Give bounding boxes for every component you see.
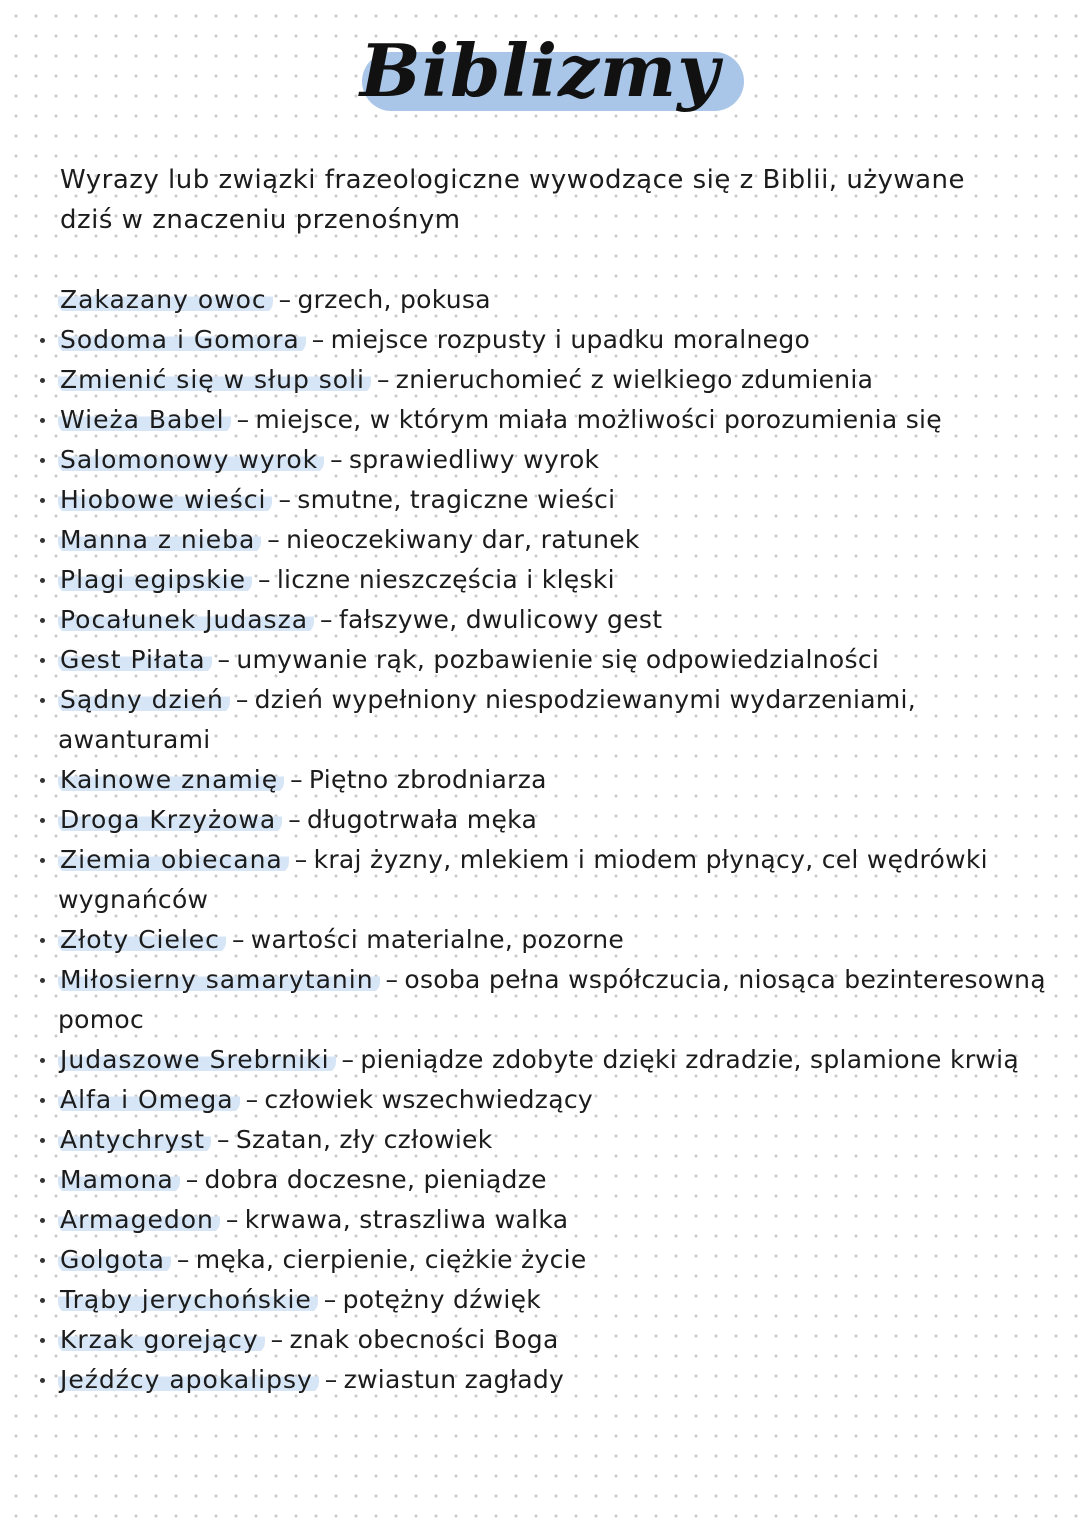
definition: umywanie rąk, pozbawienie się odpowiedzialności: [236, 645, 880, 674]
separator: –: [311, 325, 325, 354]
list-item: [30, 920, 1070, 960]
separator: –: [278, 485, 292, 514]
term: Mamona: [58, 1165, 180, 1194]
list-item: [30, 1320, 1070, 1360]
definition: męka, cierpienie, ciężkie życie: [195, 1245, 587, 1274]
definition: smutne, tragiczne wieści: [297, 485, 616, 514]
separator: –: [320, 605, 333, 634]
term: Gest Piłata: [58, 645, 212, 674]
definition: kraj żyzny, mlekiem i miodem płynący, cel wędrówki wygnańców: [58, 845, 988, 914]
bullet-icon: [40, 1058, 45, 1063]
separator: –: [185, 1165, 199, 1194]
bullet-icon: [40, 658, 45, 663]
list-item: [30, 1240, 1070, 1280]
term: Zmienić się w słup soli: [58, 365, 371, 394]
bullet-icon: [40, 538, 45, 543]
separator: –: [294, 845, 308, 874]
term: Kainowe znamię: [58, 765, 284, 794]
list-item: [30, 1160, 1070, 1200]
separator: –: [278, 285, 292, 314]
term: Judaszowe Srebrniki: [58, 1045, 336, 1074]
separator: –: [323, 1285, 337, 1314]
term: Ziemia obiecana: [58, 845, 289, 874]
definition: sprawiedliwy wyrok: [348, 445, 600, 474]
separator: –: [225, 1205, 239, 1234]
intro-text: Wyrazy lub związki frazeologiczne wywodzące się z Biblii, używane dziś w znaczeniu przenośnym: [60, 165, 966, 235]
list-item: [30, 280, 1070, 320]
separator: –: [217, 645, 231, 674]
definition: znak obecności Boga: [289, 1325, 559, 1354]
list-item: [30, 840, 1070, 920]
separator: –: [245, 1085, 259, 1114]
list-item: [30, 1280, 1070, 1320]
separator: –: [231, 925, 245, 954]
list-item: [30, 440, 1070, 480]
bullet-icon: [40, 698, 45, 703]
bullet-icon: [40, 818, 45, 823]
term: Wieża Babel: [58, 405, 231, 434]
term: Alfa i Omega: [58, 1085, 240, 1114]
bullet-icon: [40, 1298, 45, 1303]
term-list: [30, 280, 1070, 1400]
list-item: [30, 1080, 1070, 1120]
definition: Szatan, zły człowiek: [235, 1125, 493, 1154]
bullet-icon: [40, 1258, 45, 1263]
separator: –: [267, 525, 281, 554]
separator: –: [290, 765, 303, 794]
bullet-icon: [40, 778, 45, 783]
separator: –: [385, 965, 399, 994]
term: Pocałunek Judasza: [58, 605, 314, 634]
term: Trąby jerychońskie: [58, 1285, 318, 1314]
separator: –: [270, 1325, 284, 1354]
list-item: [30, 360, 1070, 400]
list-item: [30, 800, 1070, 840]
list-item: [30, 680, 1070, 760]
list-item: [30, 1360, 1070, 1400]
bullet-icon: [40, 338, 45, 343]
term: Zakazany owoc: [58, 285, 273, 314]
separator: –: [176, 1245, 190, 1274]
title-area: [0, 28, 1080, 113]
bullet-icon: [40, 618, 45, 623]
definition: miejsce, w którym miała możliwości porozumienia się: [255, 405, 942, 434]
list-item: [30, 320, 1070, 360]
term: Droga Krzyżowa: [58, 805, 282, 834]
bullet-icon: [40, 938, 45, 943]
list-item: [30, 1120, 1070, 1160]
definition: liczne nieszczęścia i klęski: [276, 565, 615, 594]
term: Jeźdźcy apokalipsy: [58, 1365, 319, 1394]
list-item: [30, 760, 1070, 800]
term: Antychryst: [58, 1125, 211, 1154]
term: Sądny dzień: [58, 685, 230, 714]
separator: –: [324, 1365, 338, 1394]
definition: Piętno zbrodniarza: [308, 765, 547, 794]
definition: osoba pełna współczucia, niosąca bezinteresowną pomoc: [58, 965, 1046, 1034]
bullet-icon: [40, 418, 45, 423]
list-item: [30, 400, 1070, 440]
definition: pieniądze zdobyte dzięki zdradzie, splamione krwią: [360, 1045, 1019, 1074]
list-item: [30, 480, 1070, 520]
definition: krwawa, straszliwa walka: [244, 1205, 569, 1234]
definition: człowiek wszechwiedzący: [264, 1085, 593, 1114]
definition: dobra doczesne, pieniądze: [204, 1165, 547, 1194]
bullet-icon: [40, 458, 45, 463]
definition: miejsce rozpusty i upadku moralnego: [330, 325, 811, 354]
separator: –: [217, 1125, 230, 1154]
list-item: [30, 600, 1070, 640]
list-item: [30, 960, 1070, 1040]
bullet-icon: [40, 378, 45, 383]
term: Złoty Cielec: [58, 925, 226, 954]
bullet-icon: [40, 1138, 45, 1143]
list-item: [30, 560, 1070, 600]
term: Hiobowe wieści: [58, 485, 272, 514]
separator: –: [235, 685, 249, 714]
definition: fałszywe, dwulicowy gest: [338, 605, 663, 634]
separator: –: [341, 1045, 355, 1074]
definition: potężny dźwięk: [342, 1285, 542, 1314]
separator: –: [236, 405, 250, 434]
bullet-icon: [40, 1098, 45, 1103]
definition: nieoczekiwany dar, ratunek: [286, 525, 640, 554]
term: Golgota: [58, 1245, 171, 1274]
term: Manna z nieba: [58, 525, 261, 554]
bullet-icon: [40, 1378, 45, 1383]
definition: wartości materialne, pozorne: [250, 925, 625, 954]
definition: grzech, pokusa: [297, 285, 491, 314]
separator: –: [258, 565, 271, 594]
list-item: [30, 1200, 1070, 1240]
list-item: [30, 640, 1070, 680]
definition: znieruchomieć z wielkiego zdumienia: [395, 365, 874, 394]
bullet-icon: [40, 1338, 45, 1343]
definition: zwiastun zagłady: [343, 1365, 565, 1394]
separator: –: [288, 805, 301, 834]
page-title: Biblizmy: [350, 28, 730, 113]
bullet-icon: [40, 858, 45, 863]
bullet-icon: [40, 578, 45, 583]
bullet-icon: [40, 1218, 45, 1223]
definition: dzień wypełniony niespodziewanymi wydarzeniami, awanturami: [58, 685, 917, 754]
bullet-icon: [40, 1178, 45, 1183]
definition: długotrwała męka: [307, 805, 538, 834]
term: Miłosierny samarytanin: [58, 965, 380, 994]
separator: –: [330, 445, 343, 474]
list-item: [30, 520, 1070, 560]
term: Krzak gorejący: [58, 1325, 265, 1354]
term: Plagi egipskie: [58, 565, 252, 594]
bullet-icon: [40, 978, 45, 983]
separator: –: [376, 365, 390, 394]
bullet-icon: [40, 498, 45, 503]
term: Salomonowy wyrok: [58, 445, 324, 474]
term: Sodoma i Gomora: [58, 325, 306, 354]
list-item: [30, 1040, 1070, 1080]
term: Armagedon: [58, 1205, 220, 1234]
